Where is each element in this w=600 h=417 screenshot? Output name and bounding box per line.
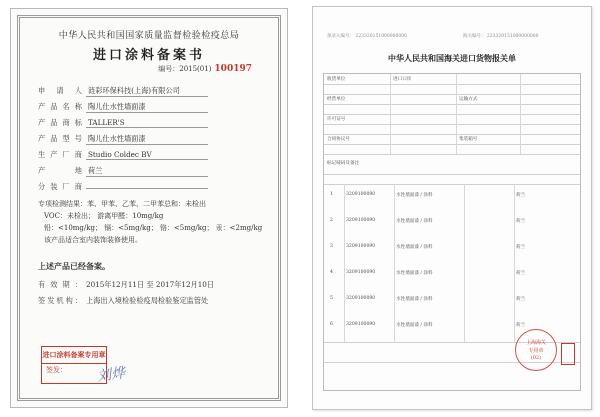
field-label: 生产厂商 xyxy=(38,150,82,159)
item-desc: 水性墙面漆 / 涂料 xyxy=(396,271,433,276)
item-desc: 水性墙面漆 / 涂料 xyxy=(396,193,433,198)
item-desc: 水性墙面漆 / 涂料 xyxy=(396,219,433,224)
spec-line3: 铅：<10mg/kg； 镉：<5mg/kg； 铬：<5mg/kg； 汞：<2mg/kg xyxy=(44,224,263,232)
validity-value: 2015年12月11日 至 2017年12月10日 xyxy=(86,280,215,289)
field-model xyxy=(38,134,264,145)
declaration-title: 中华人民共和国海关进口货物报关单 xyxy=(388,53,516,63)
item-origin: 荷兰 xyxy=(516,271,526,276)
spec-label: 专项检测结果： xyxy=(38,200,87,208)
item-number: 6 xyxy=(330,322,333,327)
item-number: 5 xyxy=(330,296,333,301)
red-seal-box xyxy=(561,343,575,365)
item-number: 2 xyxy=(330,218,333,223)
customs-declaration xyxy=(312,6,592,410)
filed-notice: 上述产品已经备案。 xyxy=(38,261,110,271)
field-label: 分装厂商 xyxy=(38,182,82,191)
header-note2: 海关编号： 223320151000000000 xyxy=(463,34,539,39)
item-code: 3209100090 xyxy=(346,270,376,275)
stamp-line3: (02) xyxy=(530,355,542,361)
field-trademark xyxy=(38,118,264,128)
validity-label: 有效期： xyxy=(38,280,82,289)
issuer-row xyxy=(38,296,264,306)
header-note: 预录入编号： 223320151000000000 xyxy=(327,34,407,39)
field-origin xyxy=(38,166,264,177)
item-origin: 荷兰 xyxy=(516,193,526,198)
item-code: 3209100090 xyxy=(346,296,376,301)
field-label: 产地 xyxy=(38,166,82,175)
item-origin: 荷兰 xyxy=(516,297,526,302)
item-origin: 荷兰 xyxy=(516,323,526,328)
field-value: 陶儿仕水性墙面漆 xyxy=(86,134,208,145)
row-label: 收货单位 xyxy=(327,77,346,82)
certificate-border xyxy=(17,15,281,401)
item-desc: 水性墙面漆 / 涂料 xyxy=(396,245,433,250)
item-number: 1 xyxy=(330,192,333,197)
field-label: 产品型号 xyxy=(38,134,82,143)
spec-line2: VOC：未检出； 游离甲醛：10mg/kg xyxy=(44,212,164,220)
field-label: 申请人 xyxy=(38,86,82,95)
stamp-sign-label: 签发： xyxy=(46,366,67,374)
number-label: 编号： xyxy=(158,65,180,73)
field-value: 涟彩环保科技(上海)有限公司 xyxy=(86,86,208,97)
filing-certificate xyxy=(10,8,288,408)
customs-round-stamp xyxy=(515,329,557,371)
stamp-title: 进口涂料备案专用章 xyxy=(42,347,106,364)
field-value: TALLER'S xyxy=(86,118,208,128)
validity-row xyxy=(38,280,264,290)
row-label: 进口口岸 xyxy=(393,77,412,82)
spec-line1: 苯、甲苯、乙苯、二甲苯总和：未检出 xyxy=(87,200,206,208)
stamp-line1: 上海海关 xyxy=(525,340,546,346)
field-repackager xyxy=(38,182,264,192)
item-desc: 水性墙面漆 / 涂料 xyxy=(396,323,433,328)
row-label: 许可证号 xyxy=(327,117,346,122)
row-label: 标记唛码及备注 xyxy=(327,161,360,166)
item-origin: 荷兰 xyxy=(516,245,526,250)
issuer-label: 签发机构： xyxy=(38,296,82,305)
item-origin: 荷兰 xyxy=(516,219,526,224)
row-label: 运输方式 xyxy=(459,97,478,102)
row-label: 经营单位 xyxy=(327,97,346,102)
certificate-issuer: 中华人民共和国国家质量监督检验检疫总局 xyxy=(58,31,240,41)
row-label: 合同协议号 xyxy=(327,137,350,142)
item-code: 3209100090 xyxy=(346,218,376,223)
spec-line4: 该产品适合室内装饰装修使用。 xyxy=(44,236,142,244)
item-desc: 水性墙面漆 / 涂料 xyxy=(396,297,433,302)
certificate-number xyxy=(158,64,252,74)
item-code: 3209100090 xyxy=(346,192,376,197)
field-value: 荷兰 xyxy=(86,166,208,177)
field-label: 产品商标 xyxy=(38,118,82,127)
row-label: 集装箱号 xyxy=(459,137,478,142)
stamp-line2: 专用章 xyxy=(528,348,544,354)
certificate-title: 进口涂料备案书 xyxy=(92,48,205,63)
field-applicant xyxy=(38,86,264,97)
field-value xyxy=(86,188,208,189)
item-number: 3 xyxy=(330,244,333,249)
field-product-name xyxy=(38,102,264,113)
field-label: 产品名称 xyxy=(38,102,82,111)
item-code: 3209100090 xyxy=(346,322,376,327)
issuer-value: 上海出入境检验检疫局检验鉴定监管处 xyxy=(86,296,209,305)
field-manufacturer xyxy=(38,150,264,160)
item-number: 4 xyxy=(330,270,333,275)
item-code: 3209100090 xyxy=(346,244,376,249)
field-value: 陶儿仕水性墙面漆 xyxy=(86,102,208,113)
number-prefix: 2015(01) xyxy=(179,65,212,73)
handwritten-signature: 刘烨 xyxy=(96,365,127,385)
field-value: Studio Coldec BV xyxy=(86,150,208,160)
number-red: 100197 xyxy=(214,64,252,74)
spec-results xyxy=(38,198,266,246)
